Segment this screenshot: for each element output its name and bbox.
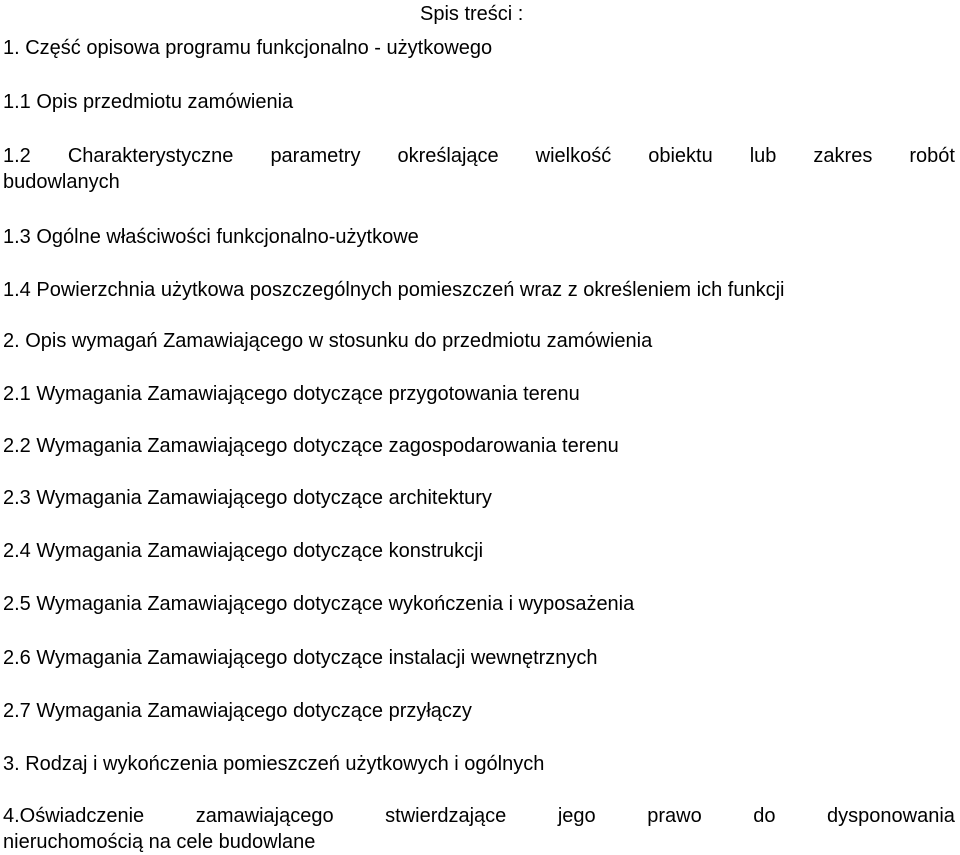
toc-item-4 <box>3 803 955 829</box>
toc-item-3: 3. Rodzaj i wykończenia pomieszczeń użytkowych i ogólnych <box>3 753 545 775</box>
toc-item-1-2-word: 1.2 <box>3 145 31 167</box>
toc-item-2-6: 2.6 Wymagania Zamawiającego dotyczące instalacji wewnętrznych <box>3 647 598 669</box>
toc-item-4-word: prawo <box>647 805 702 827</box>
toc-item-1-2-word: robót <box>909 145 955 167</box>
toc-title: Spis treści : <box>420 3 524 25</box>
toc-item-1-2-word: lub <box>749 145 777 167</box>
toc-item-4-word: do <box>753 805 776 827</box>
toc-item-1-2-word: wielkość <box>535 145 612 167</box>
toc-item-2-1: 2.1 Wymagania Zamawiającego dotyczące przygotowania terenu <box>3 383 580 405</box>
toc-item-4-word: stwierdzające <box>385 805 507 827</box>
toc-item-4-word: zamawiającego <box>195 805 334 827</box>
toc-item-4-continuation: nieruchomością na cele budowlane <box>3 831 316 853</box>
toc-item-2-7: 2.7 Wymagania Zamawiającego dotyczące przyłączy <box>3 700 472 722</box>
toc-item-1-2-continuation: budowlanych <box>3 171 120 193</box>
toc-item-1-2-word: określające <box>397 145 499 167</box>
toc-item-1-2-word: parametry <box>270 145 361 167</box>
toc-item-2-2: 2.2 Wymagania Zamawiającego dotyczące zagospodarowania terenu <box>3 435 619 457</box>
toc-item-1-2-word: obiektu <box>648 145 713 167</box>
toc-item-1-4: 1.4 Powierzchnia użytkowa poszczególnych pomieszczeń wraz z określeniem ich funkcji <box>3 279 785 301</box>
toc-item-1: 1. Część opisowa programu funkcjonalno - użytkowego <box>3 37 493 59</box>
toc-item-1-3: 1.3 Ogólne właściwości funkcjonalno-użytkowe <box>3 226 419 248</box>
toc-item-2-3: 2.3 Wymagania Zamawiającego dotyczące architektury <box>3 487 492 509</box>
toc-item-4-word: dysponowania <box>827 805 955 827</box>
toc-item-1-1: 1.1 Opis przedmiotu zamówienia <box>3 91 294 113</box>
toc-item-2-5: 2.5 Wymagania Zamawiającego dotyczące wykończenia i wyposażenia <box>3 593 635 615</box>
toc-item-2: 2. Opis wymagań Zamawiającego w stosunku do przedmiotu zamówienia <box>3 330 653 352</box>
toc-item-4-word: jego <box>557 805 596 827</box>
toc-item-1-2 <box>3 143 955 169</box>
toc-item-4-word: 4.Oświadczenie <box>3 805 145 827</box>
toc-item-2-4: 2.4 Wymagania Zamawiającego dotyczące konstrukcji <box>3 540 484 562</box>
toc-item-1-2-word: zakres <box>813 145 873 167</box>
toc-item-1-2-word: Charakterystyczne <box>67 145 234 167</box>
